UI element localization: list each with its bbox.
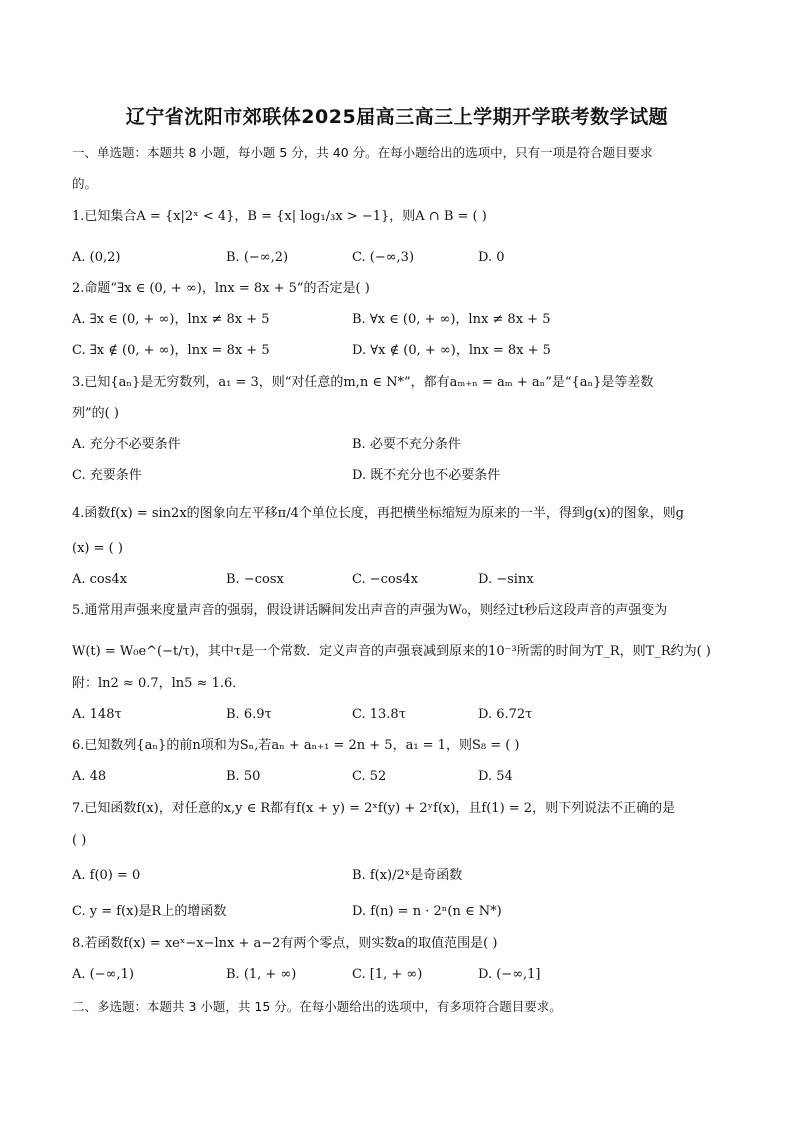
question-3-option-a: A. 充分不必要条件 [72, 437, 181, 452]
question-3-stem-cont: 列”的( ) [72, 406, 119, 421]
question-4-option-c: C. −cos4x [352, 572, 419, 587]
question-2-option-d: D. ∀x ∉ (0, + ∞)，lnx = 8x + 5 [352, 343, 551, 358]
question-8-option-b: B. (1, + ∞) [226, 967, 297, 982]
question-1-option-a: A. (0,2) [72, 250, 121, 265]
question-7-option-c: C. y = f(x)是R上的增函数 [72, 904, 227, 919]
page-title: 辽宁省沈阳市郊联体2025届高三高三上学期开学联考数学试题 [125, 106, 669, 128]
question-4-stem-cont: (x) = ( ) [72, 541, 123, 556]
question-4-option-b: B. −cosx [226, 572, 284, 587]
section2-instruction: 二、多选题：本题共 3 小题，共 15 分。在每小题给出的选项中，有多项符合题目要求。 [72, 999, 562, 1014]
question-5-option-d: D. 6.72τ [478, 707, 533, 722]
question-6-option-c: C. 52 [352, 769, 387, 784]
question-6-option-b: B. 50 [226, 769, 261, 784]
question-2-option-c: C. ∃x ∉ (0, + ∞)，lnx = 8x + 5 [72, 343, 270, 358]
question-1-option-d: D. 0 [478, 250, 505, 265]
question-4-stem: 4.函数f(x) = sin2x的图象向左平移π/4个单位长度，再把横坐标缩短为原来的一半，得到g(x)的图象，则g [72, 506, 684, 521]
question-5-option-a: A. 148τ [72, 707, 122, 722]
question-6-option-d: D. 54 [478, 769, 513, 784]
question-3-option-d: D. 既不充分也不必要条件 [352, 468, 501, 483]
question-5-note: 附：ln2 ≈ 0.7，ln5 ≈ 1.6． [72, 676, 246, 691]
question-1-option-b: B. (−∞,2) [226, 250, 289, 265]
question-1-stem: 1.已知集合A = {x|2ˣ < 4}，B = {x| log₁/₃x > −1}，则A ∩ B = ( ) [72, 209, 487, 224]
question-4-option-d: D. −sinx [478, 572, 534, 587]
question-1-option-c: C. (−∞,3) [352, 250, 415, 265]
question-2-option-b: B. ∀x ∈ (0, + ∞)，lnx ≠ 8x + 5 [352, 312, 551, 327]
question-5-stem: 5.通常用声强来度量声音的强弱，假设讲话瞬间发出声音的声强为W₀，则经过t秒后这段声音的声强变为 [72, 603, 668, 618]
question-4-option-a: A. cos4x [72, 572, 128, 587]
question-5-option-b: B. 6.9τ [226, 707, 272, 722]
question-7-option-a: A. f(0) = 0 [72, 868, 141, 883]
question-6-option-a: A. 48 [72, 769, 107, 784]
question-5-option-c: C. 13.8τ [352, 707, 406, 722]
question-3-stem: 3.已知{aₙ}是无穷数列，a₁ = 3，则“对任意的m,n ∈ N*”，都有aₘ₊ₙ = aₘ + aₙ”是“{aₙ}是等差数 [72, 375, 654, 390]
question-5-stem-cont: W(t) = W₀e^(−t/τ)，其中τ是一个常数．定义声音的声强衰减到原来的10⁻³所需的时间为T_R，则T_R约为( ) [72, 644, 711, 659]
question-3-option-c: C. 充要条件 [72, 468, 142, 483]
section1-instruction: 一、单选题：本题共 8 小题，每小题 5 分，共 40 分。在每小题给出的选项中，只有一项是符合题目要求 [72, 145, 653, 160]
question-2-option-a: A. ∃x ∈ (0, + ∞)，lnx ≠ 8x + 5 [72, 312, 270, 327]
question-7-stem-cont: ( ) [72, 833, 87, 848]
question-6-stem: 6.已知数列{aₙ}的前n项和为Sₙ,若aₙ + aₙ₊₁ = 2n + 5，a₁ = 1，则S₈ = ( ) [72, 738, 520, 753]
question-8-option-c: C. [1, + ∞) [352, 967, 423, 982]
section1-instruction-cont: 的。 [72, 176, 98, 191]
question-8-option-d: D. (−∞,1] [478, 967, 541, 982]
question-7-stem: 7.已知函数f(x)，对任意的x,y ∈ R都有f(x + y) = 2ˣf(y) + 2ʸf(x)，且f(1) = 2，则下列说法不正确的是 [72, 801, 676, 816]
question-8-option-a: A. (−∞,1) [72, 967, 134, 982]
question-7-option-d: D. f(n) = n · 2ⁿ(n ∈ N*) [352, 904, 502, 919]
question-3-option-b: B. 必要不充分条件 [352, 437, 461, 452]
question-8-stem: 8.若函数f(x) = xeˣ−x−lnx + a−2有两个零点，则实数a的取值范围是( ) [72, 936, 498, 951]
question-7-option-b: B. f(x)/2ˣ是奇函数 [352, 868, 463, 883]
question-2-stem: 2.命题“∃x ∈ (0, + ∞)，lnx = 8x + 5”的否定是( ) [72, 281, 370, 296]
